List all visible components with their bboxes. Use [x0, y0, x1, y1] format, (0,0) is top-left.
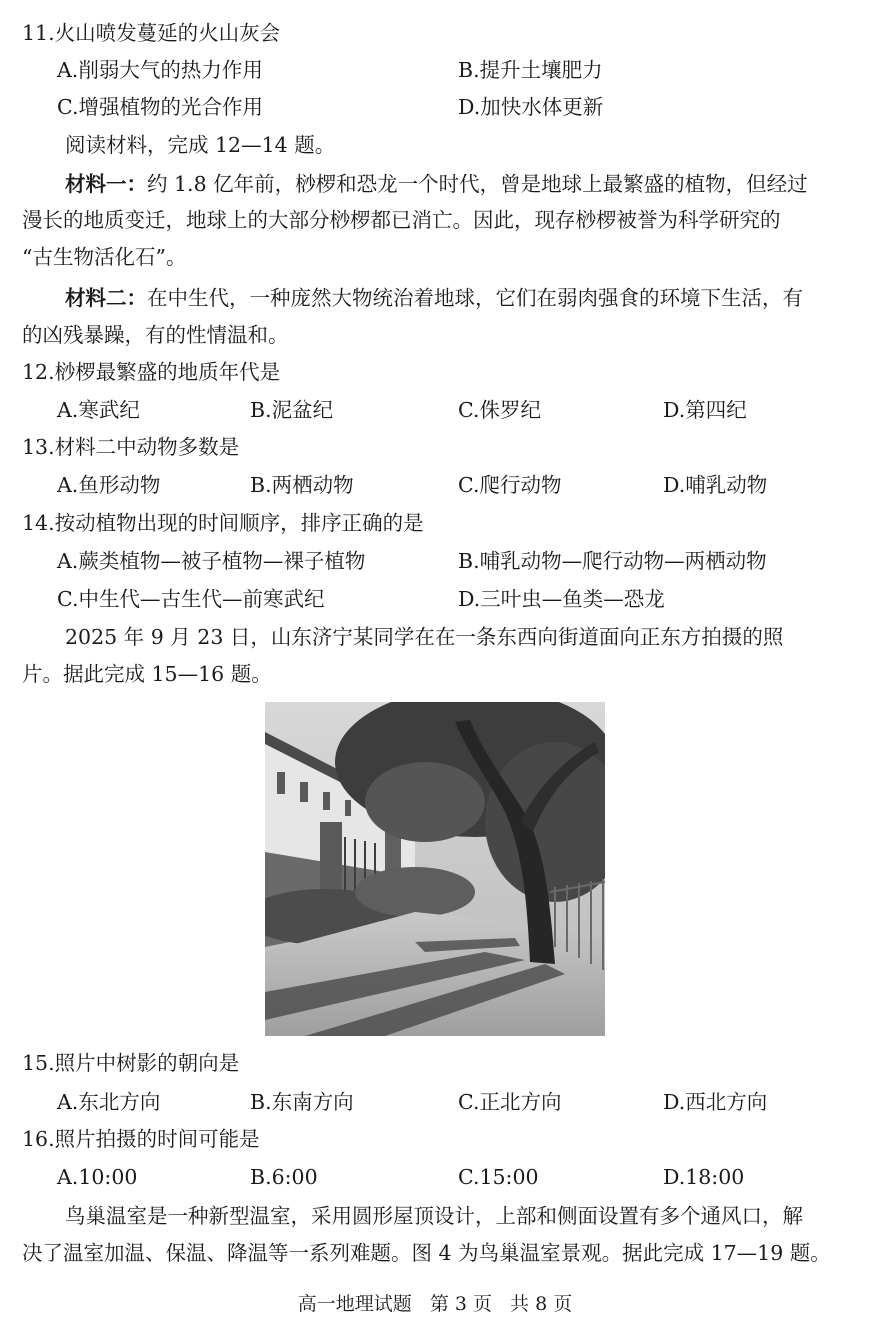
- q11-option-a: A.削弱大气的热力作用: [57, 58, 263, 82]
- q11-stem: 11.火山喷发蔓延的火山灰会: [22, 21, 281, 45]
- intro-17-19-line1: 鸟巢温室是一种新型温室，采用圆形屋顶设计，上部和侧面设置有多个通风口，解: [65, 1204, 803, 1228]
- q13-option-a: A.鱼形动物: [57, 473, 161, 497]
- q11-option-d: D.加快水体更新: [458, 95, 604, 119]
- footer-total-pages: 共 8 页: [510, 1293, 573, 1315]
- q13-option-c: C.爬行动物: [458, 473, 562, 497]
- q12-option-c: C.侏罗纪: [458, 398, 541, 422]
- street-photo: [265, 702, 605, 1036]
- intro-15-16-line1: 2025 年 9 月 23 日，山东济宁某同学在在一条东西向街道面向正东方拍摄的照: [65, 625, 784, 649]
- q15-stem: 15.照片中树影的朝向是: [22, 1051, 240, 1075]
- q15-option-a: A.东北方向: [57, 1090, 161, 1114]
- material1-line1: [65, 170, 808, 198]
- street-photo-drawing: [265, 702, 605, 1036]
- q16-option-d: D.18:00: [663, 1165, 745, 1189]
- intro-17-19-line2: 决了温室加温、保温、降温等一系列难题。图 4 为鸟巢温室景观。据此完成 17—19 题。: [22, 1241, 831, 1265]
- footer-page-number: 第 3 页: [429, 1293, 492, 1315]
- q15-option-c: C.正北方向: [458, 1090, 562, 1114]
- material1-line3: “古生物活化石”。: [22, 245, 187, 269]
- material1-label: 材料一：: [65, 172, 147, 196]
- q12-option-a: A.寒武纪: [57, 398, 140, 422]
- q12-stem: 12.桫椤最繁盛的地质年代是: [22, 360, 281, 384]
- q14-option-c: C.中生代—古生代—前寒武纪: [57, 587, 325, 611]
- q13-option-d: D.哺乳动物: [663, 473, 768, 497]
- q14-option-d: D.三叶虫—鱼类—恐龙: [458, 587, 665, 611]
- footer-title: 高一地理试题: [297, 1293, 412, 1315]
- page-footer: [0, 1291, 870, 1317]
- q13-stem: 13.材料二中动物多数是: [22, 435, 240, 459]
- q12-option-b: B.泥盆纪: [250, 398, 334, 422]
- intro-15-16-line2: 片。据此完成 15—16 题。: [22, 662, 272, 686]
- q14-stem: 14.按动植物出现的时间顺序，排序正确的是: [22, 511, 424, 535]
- material1-text1: 约 1.8 亿年前，桫椤和恐龙一个时代，曾是地球上最繁盛的植物，但经过: [147, 172, 808, 196]
- q15-option-b: B.东南方向: [250, 1090, 354, 1114]
- q14-option-b: B.哺乳动物—爬行动物—两栖动物: [458, 549, 767, 573]
- q16-option-b: B.6:00: [250, 1165, 318, 1189]
- q11-option-b: B.提升土壤肥力: [458, 58, 603, 82]
- q12-option-d: D.第四纪: [663, 398, 747, 422]
- material2-text1: 在中生代，一种庞然大物统治着地球，它们在弱肉强食的环境下生活，有: [147, 286, 803, 310]
- q16-option-a: A.10:00: [57, 1165, 138, 1189]
- q13-option-b: B.两栖动物: [250, 473, 354, 497]
- material2-label: 材料二：: [65, 286, 147, 310]
- q11-option-c: C.增强植物的光合作用: [57, 95, 263, 119]
- intro-12-14: 阅读材料，完成 12—14 题。: [65, 133, 336, 157]
- q16-option-c: C.15:00: [458, 1165, 539, 1189]
- material2-line2: 的凶残暴躁，有的性情温和。: [22, 323, 289, 347]
- material1-line2: 漫长的地质变迁，地球上的大部分桫椤都已消亡。因此，现存桫椤被誉为科学研究的: [22, 208, 781, 232]
- q14-option-a: A.蕨类植物—被子植物—裸子植物: [57, 549, 366, 573]
- material2-line1: [65, 284, 803, 312]
- q16-stem: 16.照片拍摄的时间可能是: [22, 1127, 260, 1151]
- q15-option-d: D.西北方向: [663, 1090, 768, 1114]
